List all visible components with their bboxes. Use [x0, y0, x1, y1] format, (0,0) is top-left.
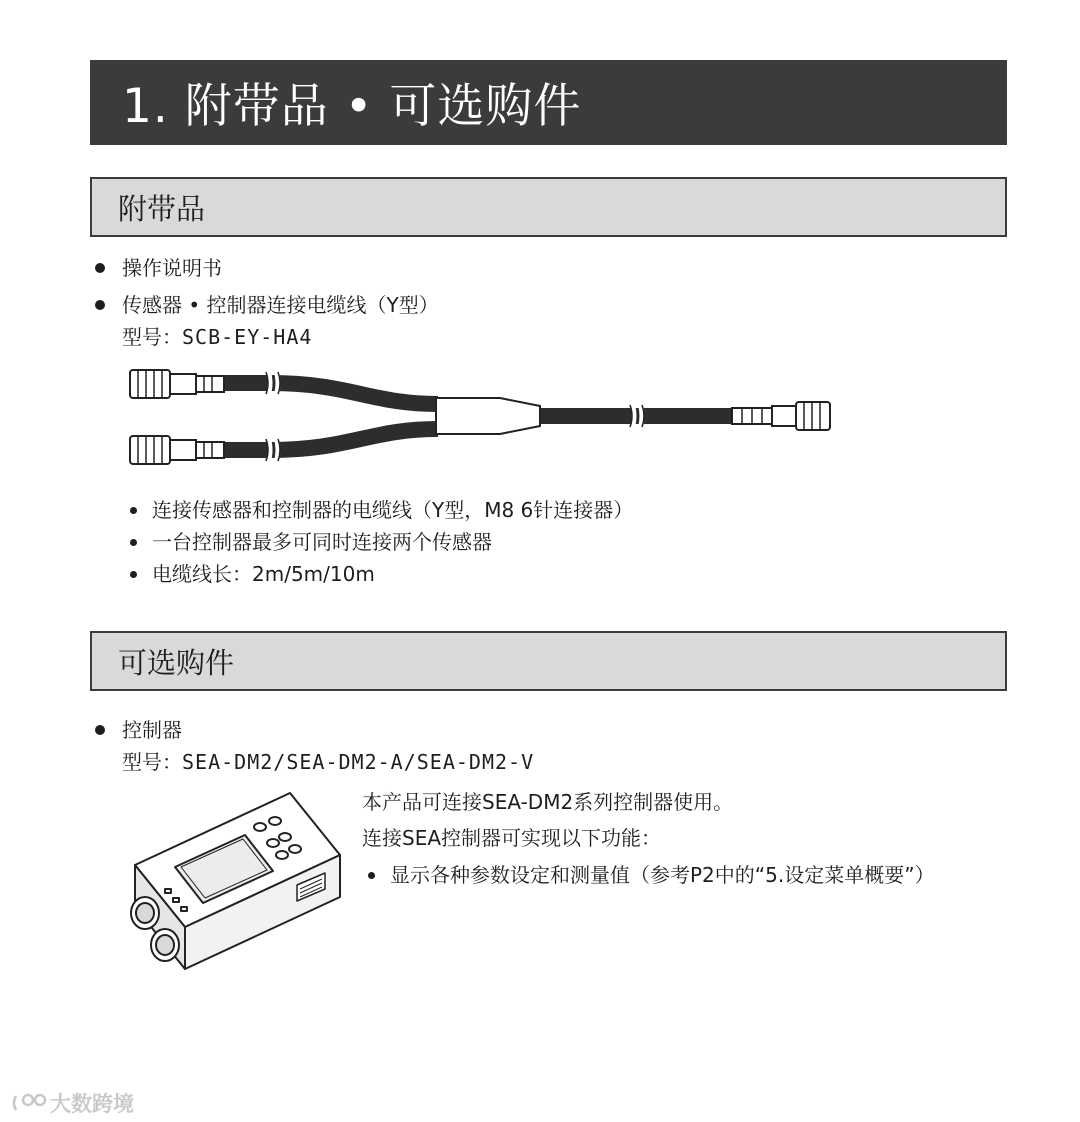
controller-model-value: SEA-DM2/SEA-DM2-A/SEA-DM2-V [182, 750, 535, 774]
section-header-accessories [90, 177, 1007, 237]
list-item-controller [95, 715, 182, 745]
page-title-text: 1. 附带品 • 可选购件 [122, 79, 582, 134]
list-item-cable [95, 290, 439, 320]
cable-note-text: 电缆线长：2m/5m/10m [152, 562, 375, 586]
cable-model-value: SCB-EY-HA4 [182, 325, 313, 349]
page-title [90, 60, 1007, 145]
cable-note-text: 一台控制器最多可同时连接两个传感器 [152, 530, 492, 554]
cable-note [130, 527, 492, 557]
cable-note [130, 495, 633, 525]
controller-illustration [125, 785, 350, 985]
list-item-manual [95, 253, 222, 283]
watermark [10, 1088, 134, 1118]
list-item-controller-label: 控制器 [122, 718, 182, 742]
list-item-cable-label: 传感器 • 控制器连接电缆线（Y型） [122, 293, 439, 317]
y-cable-illustration [120, 360, 840, 475]
cable-model-label: 型号： [122, 325, 182, 349]
controller-feature-text: 显示各种参数设定和测量值（参考P2中的“5.设定菜单概要”） [390, 863, 935, 887]
controller-desc-text: 连接SEA控制器可实现以下功能： [362, 826, 662, 850]
bullet-icon [130, 539, 137, 546]
bullet-icon [95, 263, 105, 273]
controller-model [122, 747, 534, 777]
controller-model-label: 型号： [122, 750, 182, 774]
controller-desc-line [362, 823, 661, 853]
section-header-options-text: 可选购件 [118, 645, 235, 680]
list-item-manual-label: 操作说明书 [122, 256, 222, 280]
bullet-icon [95, 725, 105, 735]
section-header-accessories-text: 附带品 [118, 191, 206, 226]
bullet-icon [130, 571, 137, 578]
watermark-logo-icon [10, 1092, 50, 1114]
controller-desc-text: 本产品可连接SEA-DM2系列控制器使用。 [362, 790, 734, 814]
cable-note [130, 559, 375, 589]
controller-desc-line [362, 787, 733, 817]
bullet-icon [95, 300, 105, 310]
section-header-options [90, 631, 1007, 691]
controller-feature [368, 860, 935, 890]
cable-model [122, 322, 312, 352]
bullet-icon [368, 872, 375, 879]
watermark-text: 大数跨境 [50, 1092, 134, 1116]
bullet-icon [130, 507, 137, 514]
cable-note-text: 连接传感器和控制器的电缆线（Y型，M8 6针连接器） [152, 498, 634, 522]
